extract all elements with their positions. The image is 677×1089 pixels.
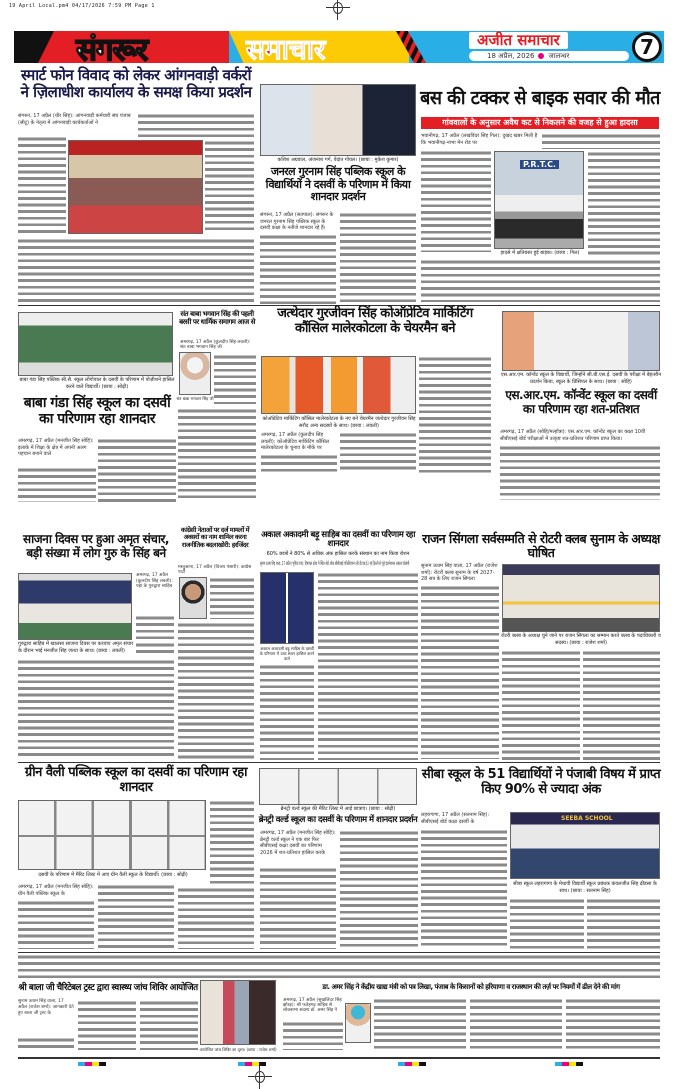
caption-rajan: रोटरी क्लब के अध्यक्ष चुने जाने पर राजन सिंगला का सम्मान करते क्लब के पदाधिकारी व सदस्य। (छाया : राजेश शर्मा) — [501, 633, 661, 646]
color-bar — [238, 1062, 266, 1066]
caption-seeba: सीबा स्कूल लहरागागा के मेधावी विद्यार्थी स्कूल प्रबंधक कंवलजीत सिंह ढींडसा के साथ। (छाया : सतनाम सिंह) — [513, 881, 657, 894]
body-text — [210, 577, 254, 619]
body-text — [18, 900, 94, 949]
body-text — [260, 664, 314, 760]
protest-photo — [68, 140, 203, 234]
students-photo — [260, 84, 416, 156]
body-text — [374, 998, 466, 1050]
lead-balaji-box — [18, 999, 74, 1034]
masthead — [14, 31, 664, 63]
body-text — [260, 867, 336, 949]
body-text — [588, 151, 660, 256]
caption-greenvalley-box — [18, 872, 208, 879]
headline-sajna: साजना दिवस पर हुआ अमृत संचार, बड़ी संख्या में लोग गुरु के सिंह बने — [23, 532, 169, 560]
body-text — [510, 898, 584, 949]
headline-bus: बस की टक्कर से बाइक सवार की मौत — [420, 87, 660, 109]
headline-rajan: राजन सिंगला सर्वसम्मति से रोटरी क्लब सुनाम के अध्यक्ष घोषित — [422, 531, 660, 561]
lead-anganwadi-box — [18, 113, 134, 133]
amrit-sanchar-photo — [18, 573, 132, 640]
chairman-photo — [261, 356, 416, 414]
headline-sajna-box — [18, 533, 174, 571]
subhead-akal-box — [258, 551, 418, 558]
caption-rajan-box — [500, 633, 662, 647]
body-text — [136, 642, 174, 656]
lead-amarsingh: अमरगढ़, 17 अप्रैल (सुखजिंदर सिंह झोरड़): श्री फतेहगढ़ साहिब से लोकसभा सदस्य डॉ. अमर सिंह ने — [283, 998, 342, 1013]
print-slug: 19 April Local.pm4 04/17/2026 7:59 PM Page 1 — [9, 3, 155, 9]
headline-babaganda-box — [18, 395, 176, 436]
headline-akal: अकाल अकादमी बड़ू साहिब का दसवीं का परिणाम रहा शानदार — [261, 530, 415, 550]
body-text — [136, 615, 174, 640]
subhead-bus-box — [421, 117, 659, 129]
lead-sajna: अमरगढ़, 17 अप्रैल (कुलदीप सिंह लवली): यहां के गुरुद्वारा साहिब — [136, 573, 173, 589]
students-photo — [260, 572, 314, 644]
lead-jathedar-box — [261, 432, 337, 452]
lead-seeba-box — [421, 812, 507, 826]
newspaper-brand: अजीत समाचार — [469, 32, 568, 49]
body-text — [205, 140, 254, 234]
divider — [18, 762, 660, 763]
lead-akal-box — [260, 561, 418, 568]
body-text — [18, 954, 660, 978]
headline-srm-box — [498, 389, 664, 427]
body-text — [78, 1000, 136, 1050]
lead-seeba: लहरागागा, 17 अप्रैल (सतनाम सिंह): सीबीएसई बोर्ड कक्षा दसवीं के — [421, 812, 490, 825]
page-number: 7 — [632, 32, 662, 62]
body-text — [421, 259, 660, 302]
health-camp-photo — [200, 980, 276, 1045]
body-text — [98, 438, 176, 502]
caption-akal-box — [258, 646, 316, 661]
body-text — [178, 408, 256, 502]
footer-rule — [18, 1057, 660, 1059]
body-text — [340, 830, 418, 949]
lead-jathedar: अमरगढ़, 17 अप्रैल (कुलदीप सिंह लवली): कोऑप्रेटिव मार्किटिंग कौंसिल मालेरकोटला के चुनाव के मौके पर — [261, 432, 330, 452]
section-title-2: समाचार — [246, 33, 326, 63]
headline-greenvalley: ग्रीन वैली पब्लिक स्कूल का दसवीं का परिणाम रहा शानदार — [24, 765, 248, 795]
body-text — [18, 238, 254, 302]
body-text — [583, 650, 660, 760]
lead-brainy: अमरगढ़, 17 अप्रैल (मनजीत सिंह सोहि): ब्रेनट्री वर्ल्ड स्कूल ने एक बार फिर सीबीएसई कक्षा दसवीं का परिणाम 2026 में शत-प्रतिशत हासिल करके — [260, 830, 336, 856]
lead-santbaba: अमरगढ़, 17 अप्रैल (कुलदीप सिंह लवली): संत बाबा भगवान सिंह जी — [180, 340, 251, 350]
lead-brainy-box — [260, 830, 336, 864]
caption-jathedar: कोऑप्रेटिव मार्किटिंग कौंसिल मालेरकोटला के नए बने चेयरमैन जत्थेदार गुरजीवन सिंह सरौद अन्य सदस्यों के साथ। (छाया : लवली) — [262, 416, 416, 429]
body-text — [318, 572, 418, 662]
caption-balaji-box — [198, 1046, 278, 1053]
lead-babaganda: अमरगढ़, 17 अप्रैल (मनजीत सिंह सोहि): इलाके में शिक्षा के क्षेत्र में अपनी अलग पहचान बनाने वाले — [18, 438, 94, 458]
body-text — [138, 113, 254, 138]
headline-jathedar: जत्थेदार गुरजीवन सिंह कोऑप्रेटिव मार्किटिंग कौंसिल मालेरकोटला के चेयरमैन बने — [277, 306, 473, 336]
headline-balaji: श्री बाला जी चैरिटेबल ट्रस्ट द्वारा स्वास्थ्य जांच शिविर आयोजित — [18, 983, 198, 993]
caption-bus-box — [490, 250, 590, 257]
caption-santbaba: संत बाबा भगवान सिंह जी — [176, 396, 214, 401]
headline-amarsingh: डा. अमर सिंह ने केंद्रीय खाद्य मंत्री को पत्र लिखा, पंजाब के किसानों को हरियाणा व राजस्थान की तर्ज़ पर नियमों में ढील देने की मांग — [322, 983, 620, 991]
headline-congress-box — [176, 527, 254, 564]
body-text — [421, 585, 499, 759]
headline-balaji-box — [18, 983, 198, 995]
city: जालन्धर — [548, 52, 570, 60]
section-title: संगरूर — [76, 32, 148, 63]
caption-balaji: आयोजित जांच शिविर का दृश्य। (छाया : राजेश शर्मा) — [199, 1047, 277, 1052]
caption-brainy-box — [256, 806, 420, 813]
caption-santbaba-box — [176, 396, 214, 406]
caption-gurnam: कशिश अग्रवाल, अंजनाश गर्ग, वेदांत गोयल। (छाया : मुकेश कुमार) — [277, 157, 399, 163]
portrait-photo — [179, 352, 211, 395]
lead-bus-box — [421, 133, 539, 147]
lead-bus: भवानीगढ़, 17 अप्रैल (लखविंदर सिंह गिल): दुखद खबर मिली है कि भवानीगढ़-नाभा मेन रोड पर — [421, 133, 538, 146]
headline-santbaba-box — [178, 310, 256, 338]
headline-bus-box — [420, 88, 660, 112]
body-text — [421, 829, 507, 948]
portrait-photo — [179, 577, 207, 619]
color-bar — [398, 1062, 426, 1066]
body-text — [340, 432, 416, 473]
srm-students-photo — [502, 311, 660, 371]
lead-anganwadi: संगरूर, 17 अप्रैल (धीर सिंह): आंगनवाड़ी कर्मचारी संघ पंजाब (सीटू) के नेतृत्व में आंगनवाड़ी कार्यकर्ताओं ने — [18, 113, 131, 126]
body-text — [566, 998, 660, 1050]
registration-mark-icon — [326, 0, 350, 20]
body-text — [542, 133, 660, 149]
caption-brainy: ब्रेनट्री वर्ल्ड स्कूल की मैरिट लिस्ट में आई छात्राएं। (छाया : सोढ़ी) — [280, 806, 396, 812]
body-text — [178, 887, 254, 949]
headline-gurnam: जनरल गुरनाम सिंह पब्लिक स्कूल के विद्यार्थियों ने दसवीं के परिणाम में किया शानदार प्रदर्शन — [265, 165, 411, 204]
caption-jathedar-box — [258, 416, 420, 430]
headline-rajan-box — [420, 532, 662, 560]
headline-babaganda: बाबा गंडा सिंह स्कूल का दसवीं का परिणाम रहा शानदार — [23, 395, 171, 428]
lead-amarsingh-box — [283, 998, 343, 1018]
headline-brainy: ब्रेनट्री वर्ल्ड स्कूल का दसवीं के परिणाम में शानदार प्रदर्शन — [258, 815, 418, 825]
caption-gurnam-box — [258, 157, 418, 164]
lead-gurnam: संगरूर, 17 अप्रैल (सतपाल): संगरूर के जनरल गुरनाम सिंह पब्लिक स्कूल के दसवीं कक्षा के नतीजे शानदार रहे हैं। — [260, 212, 334, 232]
body-text — [210, 800, 254, 885]
headline-jathedar-box — [260, 307, 490, 352]
body-text — [18, 136, 66, 234]
body-text — [500, 445, 660, 500]
rotary-photo — [502, 564, 660, 632]
body-text — [261, 454, 337, 473]
lead-balaji: सुनाम ऊधम सिंह वाला, 17 अप्रैल (राजेश शर्मा): जानकारी देते हुए बाला जी ट्रस्ट के — [18, 999, 74, 1016]
headline-anganwadi: स्मार्ट फोन विवाद को लेकर आंगनवाड़ी वर्करों ने ज़िलाधीश कार्यालय के समक्ष किया प्रदर्शन — [20, 66, 252, 102]
body-text — [419, 356, 491, 474]
dateline — [469, 51, 629, 61]
caption-sajna-box — [18, 641, 134, 656]
headline-brainy-box — [256, 815, 420, 826]
lead-sajna-box — [136, 573, 174, 613]
headline-greenvalley-box — [18, 766, 254, 797]
divider — [18, 952, 660, 953]
body-text — [214, 354, 256, 404]
caption-srm: एस.आर.एम. कॉन्वेंट स्कूल के विद्यार्थी, जिन्होंने सी.बी.एस.ई. दसवीं के परीक्षा में बेहतरीन प्रदर्शन किया, स्कूल के प्रिंसिपल के साथ। (छाया : सोहि) — [500, 372, 662, 385]
body-text — [140, 1000, 198, 1050]
headline-akal-box — [258, 531, 418, 550]
lead-srm-box — [500, 429, 660, 443]
body-text — [318, 664, 418, 760]
lead-rajan: सुनाम ऊधम सिंह वाला, 17 अप्रैल (राजेश शर्मा): रोटरी क्लब सुनाम के वर्ष 2027-28 सत्र के लिए राजन सिंगला — [421, 563, 498, 583]
dot-icon — [538, 53, 544, 59]
seeba-students-photo — [510, 812, 660, 879]
students-photo — [259, 768, 417, 805]
headline-gurnam-box — [258, 166, 418, 210]
caption-srm-box — [498, 372, 664, 387]
lead-congress-box — [178, 566, 254, 575]
lead-akal: सुनाम ऊधम सिंह वाला, 17 अप्रैल (भूपिंदर राय): हिमाचल प्रदेश में स्थित बोर्ड ऑफ़ सीबीएसई एफ़िलिएशन (सी.बी.एस.ई.) नई दिल्ली से जुड़े इंटरनेशनल अकाल एकेडमी — [260, 561, 410, 567]
lead-srm: अमरगढ़, 17 अप्रैल (सोहि/मल्होत्रा): एस.आर.एम. कॉन्वेंट स्कूल का कक्षा 10वीं सीबीएसई बोर्ड परीक्षाओं में उत्कृष्ट शत-प्रतिशत परिणाम प्राप्त किया। — [500, 429, 646, 442]
lead-greenvalley: अमरगढ़, 17 अप्रैल (मनजीत सिंह सोहि): ग्रीन वैली पब्लिक स्कूल के — [18, 884, 94, 897]
headline-seeba: सीबा स्कूल के 51 विद्यार्थियों ने पंजाबी विषय में प्राप्त किए 90% से ज्यादा अंक — [421, 767, 661, 797]
headline-seeba-box — [420, 768, 662, 808]
headline-srm: एस.आर.एम. कॉन्वेंट स्कूल का दसवीं का परिणाम रहा शत-प्रतिशत — [505, 388, 657, 416]
school-banner-text: SEEBA SCHOOL — [561, 815, 613, 822]
students-grid-photo — [18, 800, 206, 870]
headline-santbaba: संत बाबा भगवान सिंह की पहली बरसी पर धार्मिक समागम आज से — [179, 310, 255, 327]
caption-akal: अकाल अकादमी बड़ू साहिब के दसवीं के परिणाम में उच्च स्थान हासिल करने वाले — [259, 646, 315, 661]
portrait-photo — [345, 1003, 371, 1043]
date: 18 अप्रैल, 2026 — [487, 52, 535, 60]
subhead-bus: गांववालों के अनुसार अवैध कट से निकलने की वजह से हुआ हादसा — [442, 118, 638, 127]
body-text — [18, 467, 96, 502]
bus-label: P.R.T.C. — [520, 160, 559, 169]
color-bar — [78, 1062, 106, 1066]
caption-bus: हादसे में क्षतिग्रस्त हुई बाइक। (छाया : गिल) — [500, 250, 580, 256]
bus-accident-photo — [494, 151, 584, 249]
lead-santbaba-box — [180, 340, 256, 350]
caption-seeba-box — [508, 881, 662, 896]
body-text — [178, 622, 254, 759]
body-text — [340, 212, 416, 304]
body-text — [260, 234, 336, 304]
lead-rajan-box — [421, 563, 499, 583]
body-text — [470, 998, 562, 1050]
lead-babaganda-box — [18, 438, 96, 464]
body-text — [283, 1021, 343, 1050]
headline-anganwadi-box — [18, 67, 254, 111]
subhead-akal: 60% छात्रों ने 80% से अधिक अंक हासिल करके संस्थान का नाम किया रोशन — [266, 551, 410, 557]
body-text — [502, 650, 580, 760]
caption-sajna: गुरुद्वारा साहिब में खालसा साजना दिवस पर करवाए अमृत संचार के दौरान भाई मनजीत सिंह जत्था के साथ। (छाया : लवली) — [18, 641, 134, 654]
body-text — [587, 898, 660, 949]
headline-amarsingh-box — [280, 983, 662, 993]
caption-babaganda-box — [18, 377, 176, 392]
students-group-photo — [18, 312, 173, 376]
body-text — [18, 659, 174, 759]
body-text — [98, 884, 174, 949]
registration-mark-icon — [248, 1065, 272, 1089]
caption-babaganda: बाबा गंडा सिंह पब्लिक सी.सै. स्कूल लोंगोवाल के दसवीं के परिणाम में पोज़ीशनें हासिल करने वाले विद्यार्थी। (छाया : सोढ़ी) — [19, 377, 175, 390]
headline-congress: कांग्रेसी नेताओं पर दर्ज मामलों में अवसरों का नाम शामिल करना राजनीतिक बदलाखोरी: हरजिंदर — [181, 526, 249, 549]
body-text — [18, 1037, 74, 1050]
lead-greenvalley-box — [18, 884, 94, 898]
lead-congress: मस्तुआना, 17 अप्रैल (विजय पंसारी): कांग्रेस पार्टी — [178, 565, 252, 575]
color-bar — [555, 1062, 583, 1066]
body-text — [421, 150, 491, 252]
caption-greenvalley: दसवीं के परिणाम में मैरिट लिस्ट में आए ग्रीन वैली स्कूल के विद्यार्थी। (छाया : सोढ़ी) — [38, 872, 188, 878]
lead-gurnam-box — [260, 212, 336, 232]
